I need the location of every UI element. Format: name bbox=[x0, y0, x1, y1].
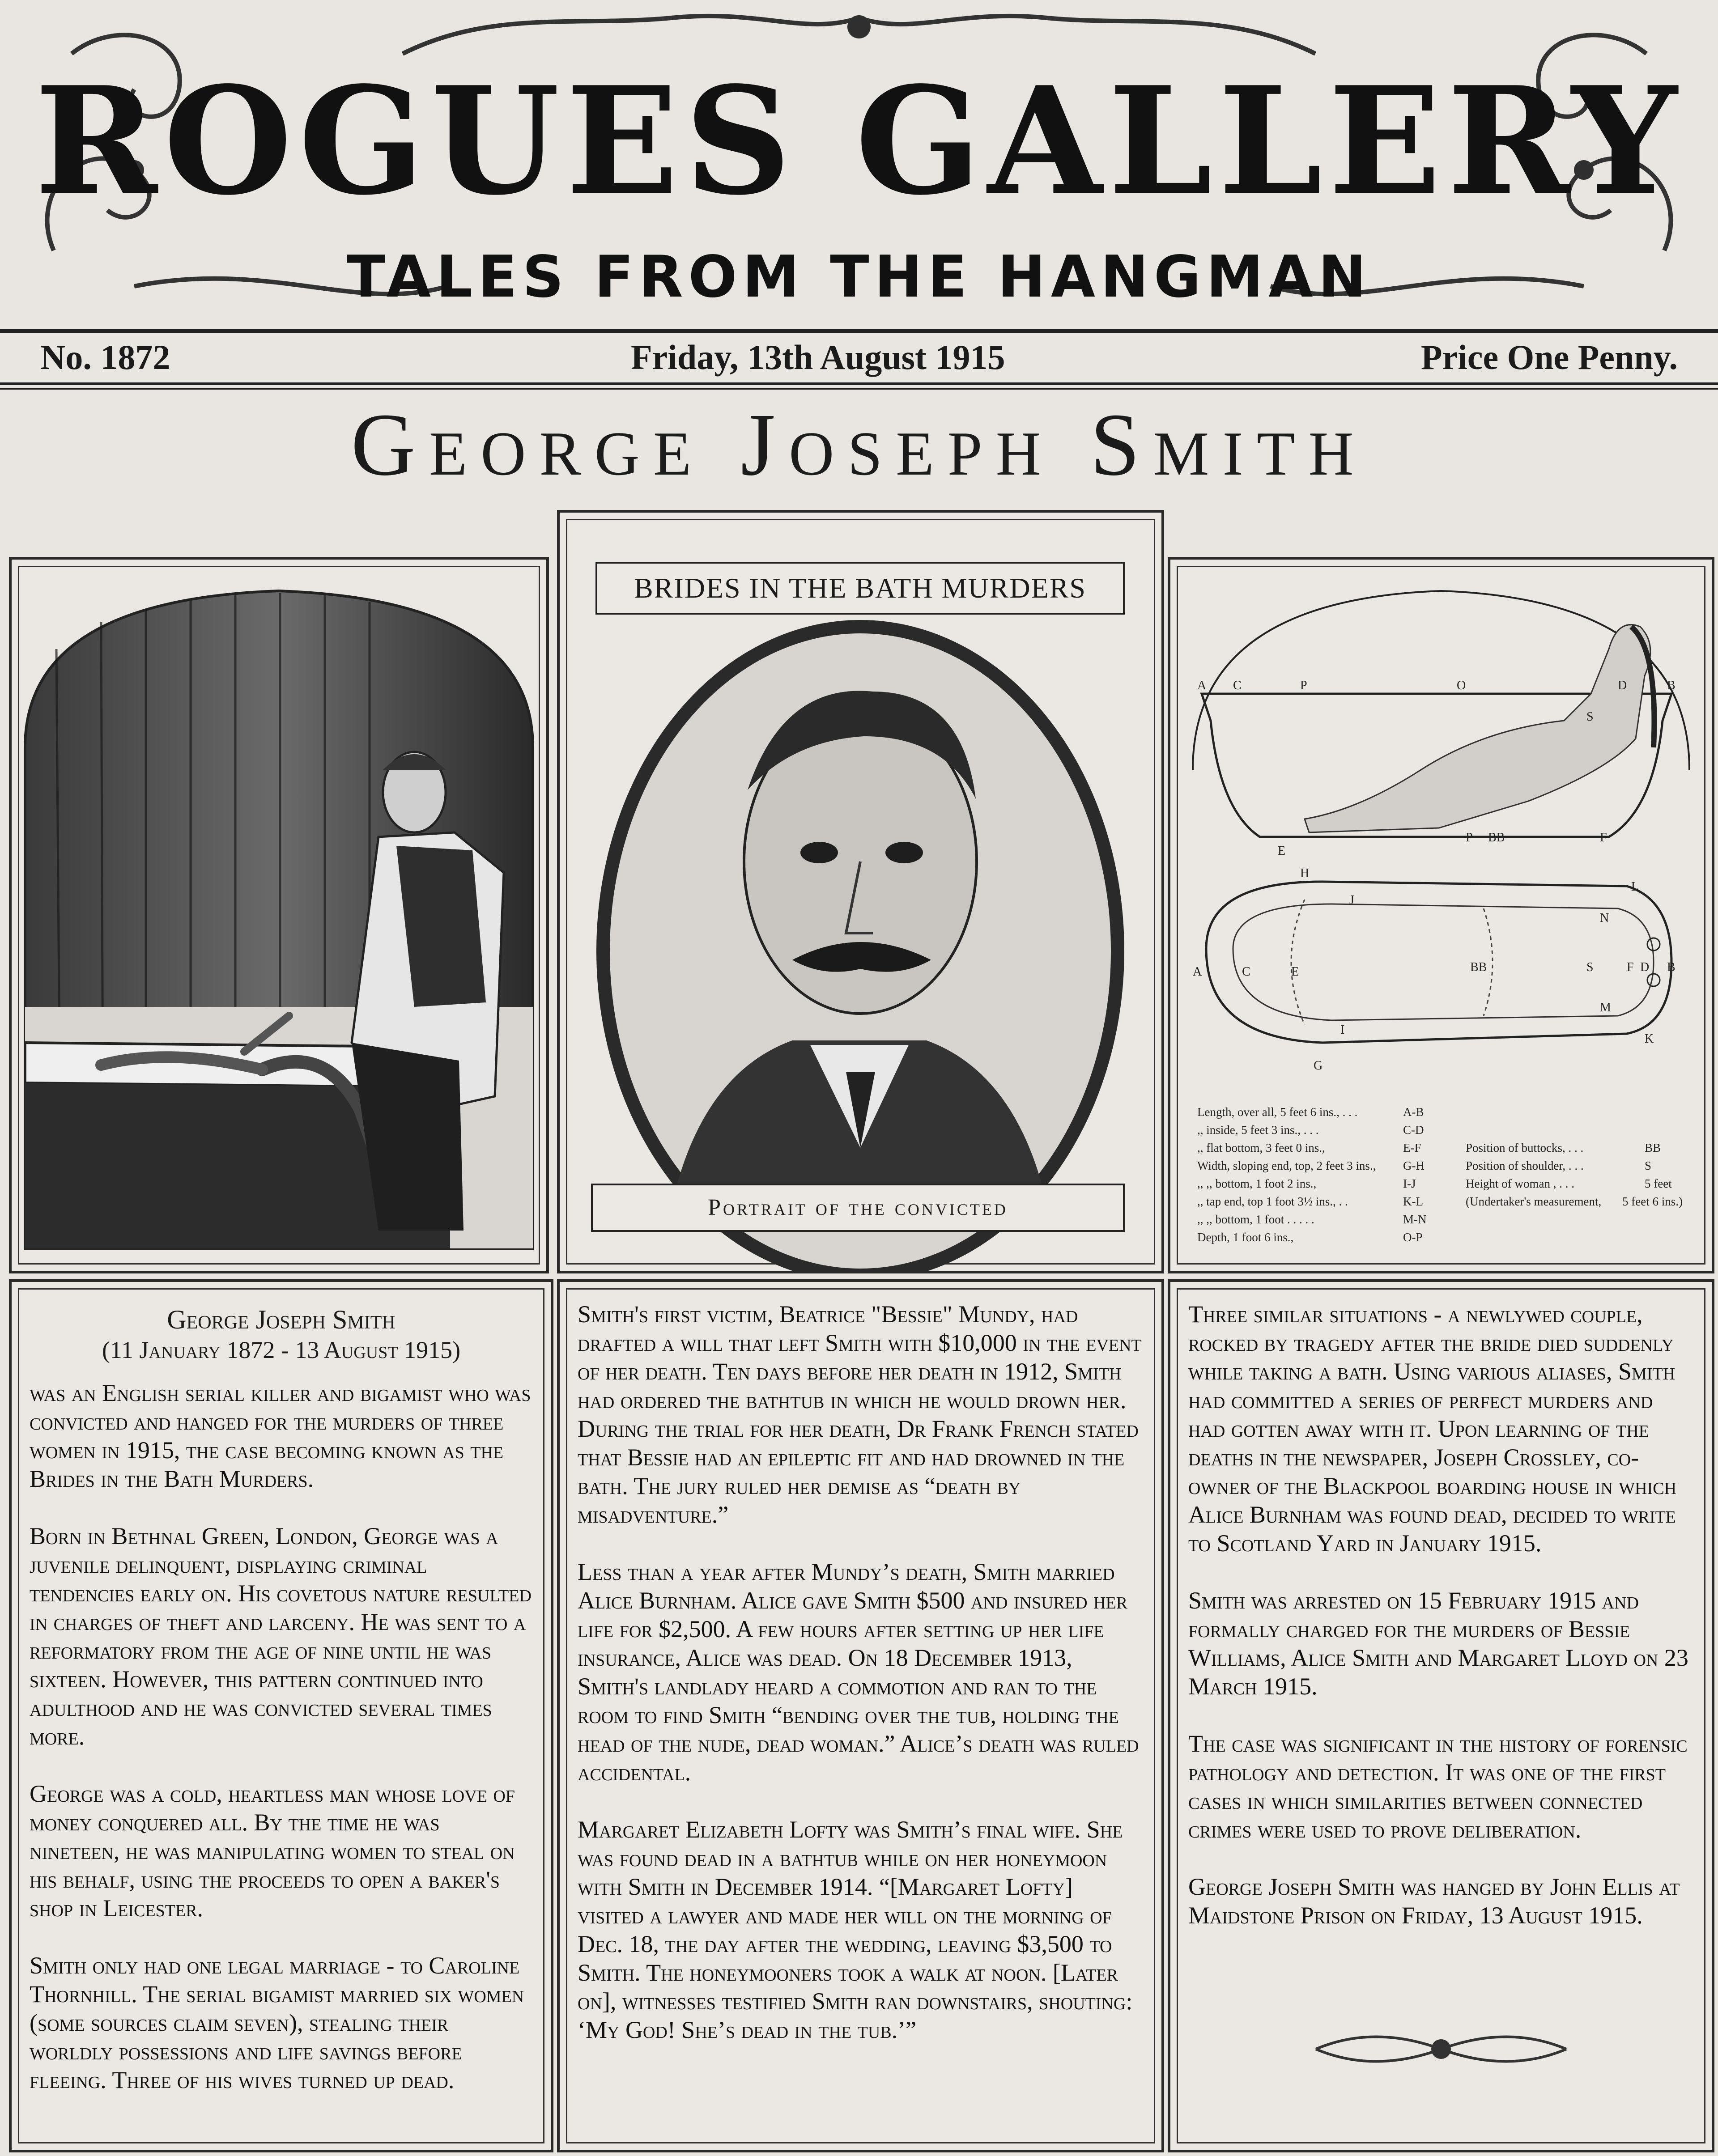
measurement-label: Position of buttocks, . . . bbox=[1466, 1141, 1584, 1154]
diagram-label: P bbox=[1300, 679, 1307, 692]
column-paragraph: Margaret Elizabeth Lofty was Smith’s final wife. She was found dead in a bathtub while on her honeymoon with Smith in December 1914. “[Margaret Lofty] visited a lawyer and made her will on the morning of Dec. 18, the day after the wedding, leaving $3,500 to Smith. The honeymooners took a walk at noon. [Later on], witnesses testified Smith ran downstairs, shouting: ‘My God! She’s dead in the tub.’” bbox=[578, 1816, 1133, 2043]
column-paragraph: Three similar situations - a newlywed couple, rocked by tragedy after the bride died suddenly while taking a bath. Using various aliases, Smith had committed a series of perfect murders and had gotten away with it. Upon learning of the deaths in the newspaper, Joseph Crossley, co-owner of the Blackpool boarding house in which Alice Burnham was found dead, decided to write to Scotland Yard in January 1915. bbox=[1188, 1301, 1677, 1557]
measurement-code: 5 feet bbox=[1645, 1177, 1672, 1190]
diagram-label: S bbox=[1586, 710, 1594, 724]
subject-name: George Joseph Smith bbox=[167, 1305, 395, 1334]
masthead-subtitle: TALES FROM THE HANGMAN bbox=[346, 244, 1372, 310]
column-2 bbox=[557, 1279, 1164, 2152]
diagram-label: L bbox=[1631, 880, 1639, 894]
rule-bottom-thin bbox=[0, 388, 1718, 390]
measurements-left bbox=[1197, 1103, 1448, 1246]
diagram-label: D bbox=[1618, 679, 1627, 692]
issue-price: Price One Penny. bbox=[1420, 338, 1678, 377]
measurement-code: C-D bbox=[1403, 1123, 1424, 1137]
diagram-label: BB bbox=[1470, 960, 1487, 974]
diagram-label: I bbox=[1340, 1023, 1345, 1037]
measurement-label: ,, ,, bottom, 1 foot . . . . . bbox=[1197, 1213, 1314, 1226]
diagram-label: S bbox=[1586, 960, 1594, 974]
measurement-code: O-P bbox=[1403, 1231, 1423, 1244]
issue-number: No. 1872 bbox=[40, 338, 170, 377]
subject-dates: (11 January 1872 - 13 August 1915) bbox=[102, 1337, 461, 1363]
diagram-label: A bbox=[1197, 679, 1207, 692]
diagram-label: J bbox=[1349, 893, 1354, 907]
measurement-code: G-H bbox=[1403, 1159, 1425, 1172]
bathtub-diagram-panel bbox=[1168, 557, 1714, 1273]
column-paragraph: The case was significant in the history of forensic pathology and detection. It was one of the first cases in which similarities between connected crimes were used to prove deliberation. bbox=[1188, 1730, 1688, 1843]
diagram-label: F bbox=[1627, 960, 1634, 974]
column-paragraph: George was a cold, heartless man whose love of money conquered all. By the time he was nineteen, he was manipulating women to steal on his behalf, using the proceeds to open a baker's shop in Leicester. bbox=[30, 1780, 515, 1922]
masthead-title: ROGUES GALLERY bbox=[34, 54, 1684, 228]
diagram-label: B bbox=[1667, 679, 1675, 692]
column-paragraph: Less than a year after Mundy’s death, Smith married Alice Burnham. Alice gave Smith $500 and insured her life for $2,500. A few hours after setting up her life insurance, Alice was dead. On 18 December 1913, Smith's landlady heard a commotion and ran to the room to find Smith “bending over the tub, holding the head of the nude, dead woman.” Alice’s death was ruled accidental. bbox=[578, 1558, 1139, 1786]
measurement-label: Height of woman , . . . bbox=[1466, 1177, 1574, 1190]
measurement-code: K-L bbox=[1403, 1195, 1423, 1208]
diagram-label: F bbox=[1600, 831, 1607, 845]
measurements-right bbox=[1466, 1139, 1698, 1210]
page-headline: George Joseph Smith bbox=[351, 395, 1367, 494]
diagram-label: K bbox=[1645, 1032, 1654, 1046]
diagram-label: B bbox=[1667, 960, 1675, 974]
measurement-code: A-B bbox=[1403, 1105, 1424, 1119]
measurement-code: I-J bbox=[1403, 1177, 1416, 1190]
measurement-code: BB bbox=[1645, 1141, 1661, 1154]
diagram-label: M bbox=[1600, 1001, 1611, 1014]
column-3 bbox=[1168, 1279, 1714, 2152]
left-illustration-panel bbox=[9, 557, 549, 1273]
issue-date: Friday, 13th August 1915 bbox=[631, 338, 1005, 377]
column-paragraph: George Joseph Smith was hanged by John Ellis at Maidstone Prison on Friday, 13 August 1915. bbox=[1188, 1873, 1680, 1929]
diagram-label: H bbox=[1300, 866, 1310, 880]
portrait-caption: Portrait of the convicted bbox=[591, 1184, 1125, 1232]
diagram-top-labels bbox=[1193, 866, 1675, 1073]
diagram-label: BB bbox=[1488, 831, 1505, 845]
measurement-label: Length, over all, 5 feet 6 ins., . . . bbox=[1197, 1105, 1358, 1119]
measurement-label: ,, ,, bottom, 1 foot 2 ins., bbox=[1197, 1177, 1317, 1190]
measurement-label: Depth, 1 foot 6 ins., bbox=[1197, 1231, 1294, 1244]
diagram-label: P bbox=[1466, 831, 1473, 845]
diagram-label: E bbox=[1291, 965, 1299, 979]
column-paragraph: was an English serial killer and bigamist who was convicted and hanged for the murders of three women in 1915, the case becoming known as the Brides in the Bath Murders. bbox=[30, 1379, 531, 1492]
column-paragraph: Smith's first victim, Beatrice "Bessie" Mundy, had drafted a will that left Smith with $10,000 in the event of her death. Ten days before her death in 1912, Smith had ordered the bathtub in which he would drown her. During the trial for her death, Dr Frank French stated that Bessie had an epileptic fit and had drowned in the bath. The jury ruled her demise as “death by misadventure.” bbox=[578, 1301, 1142, 1528]
closing-ornament bbox=[1307, 2024, 1575, 2074]
diagram-label: C bbox=[1233, 679, 1242, 692]
center-portrait-panel bbox=[557, 510, 1164, 1273]
diagram-label: G bbox=[1314, 1059, 1323, 1073]
panel-banner: BRIDES IN THE BATH MURDERS bbox=[595, 562, 1125, 615]
measurement-label: ,, inside, 5 feet 3 ins., . . . bbox=[1197, 1123, 1319, 1137]
bath-scene-illustration bbox=[12, 560, 546, 1271]
portrait-illustration bbox=[560, 513, 1161, 1271]
issue-info-bar bbox=[40, 331, 1678, 385]
rule-bottom bbox=[0, 382, 1718, 385]
column-paragraph: Born in Bethnal Green, London, George was a juvenile delinquent, displaying criminal tendencies early on. His covetous nature resulted in charges of theft and larceny. He was sent to a reformatory from the age of nine until he was sixteen. However, this pattern continued into adulthood and he was convicted several times more. bbox=[30, 1523, 532, 1750]
measurement-label: ,, tap end, top 1 foot 3½ ins., . . bbox=[1197, 1195, 1348, 1208]
measurement-code: 5 feet 6 ins.) bbox=[1622, 1195, 1683, 1208]
diagram-label: O bbox=[1457, 679, 1466, 692]
column-1 bbox=[9, 1279, 553, 2152]
measurement-code: E-F bbox=[1403, 1141, 1421, 1154]
measurement-label: ,, flat bottom, 3 feet 0 ins., bbox=[1197, 1141, 1325, 1154]
diagram-label: N bbox=[1600, 911, 1609, 925]
measurement-code: M-N bbox=[1403, 1213, 1427, 1226]
measurement-label: Width, sloping end, top, 2 feet 3 ins., bbox=[1197, 1159, 1376, 1172]
measurement-code: S bbox=[1645, 1159, 1652, 1172]
measurement-label: Position of shoulder, . . . bbox=[1466, 1159, 1584, 1172]
measurement-label: (Undertaker's measurement, bbox=[1466, 1195, 1602, 1208]
column-paragraph: Smith only had one legal marriage - to Caroline Thornhill. The serial bigamist married six women (some sources claim seven), stealing their worldly possessions and life savings before fleeing. Three of his wives turned up dead. bbox=[30, 1952, 524, 2093]
diagram-label: A bbox=[1193, 965, 1202, 979]
column-paragraph: Smith was arrested on 15 February 1915 and formally charged for the murders of Bessie Williams, Alice Smith and Margaret Lloyd on 23 March 1915. bbox=[1188, 1587, 1688, 1700]
diagram-label: D bbox=[1640, 960, 1650, 974]
diagram-label: E bbox=[1278, 844, 1286, 858]
diagram-label: C bbox=[1242, 965, 1250, 979]
